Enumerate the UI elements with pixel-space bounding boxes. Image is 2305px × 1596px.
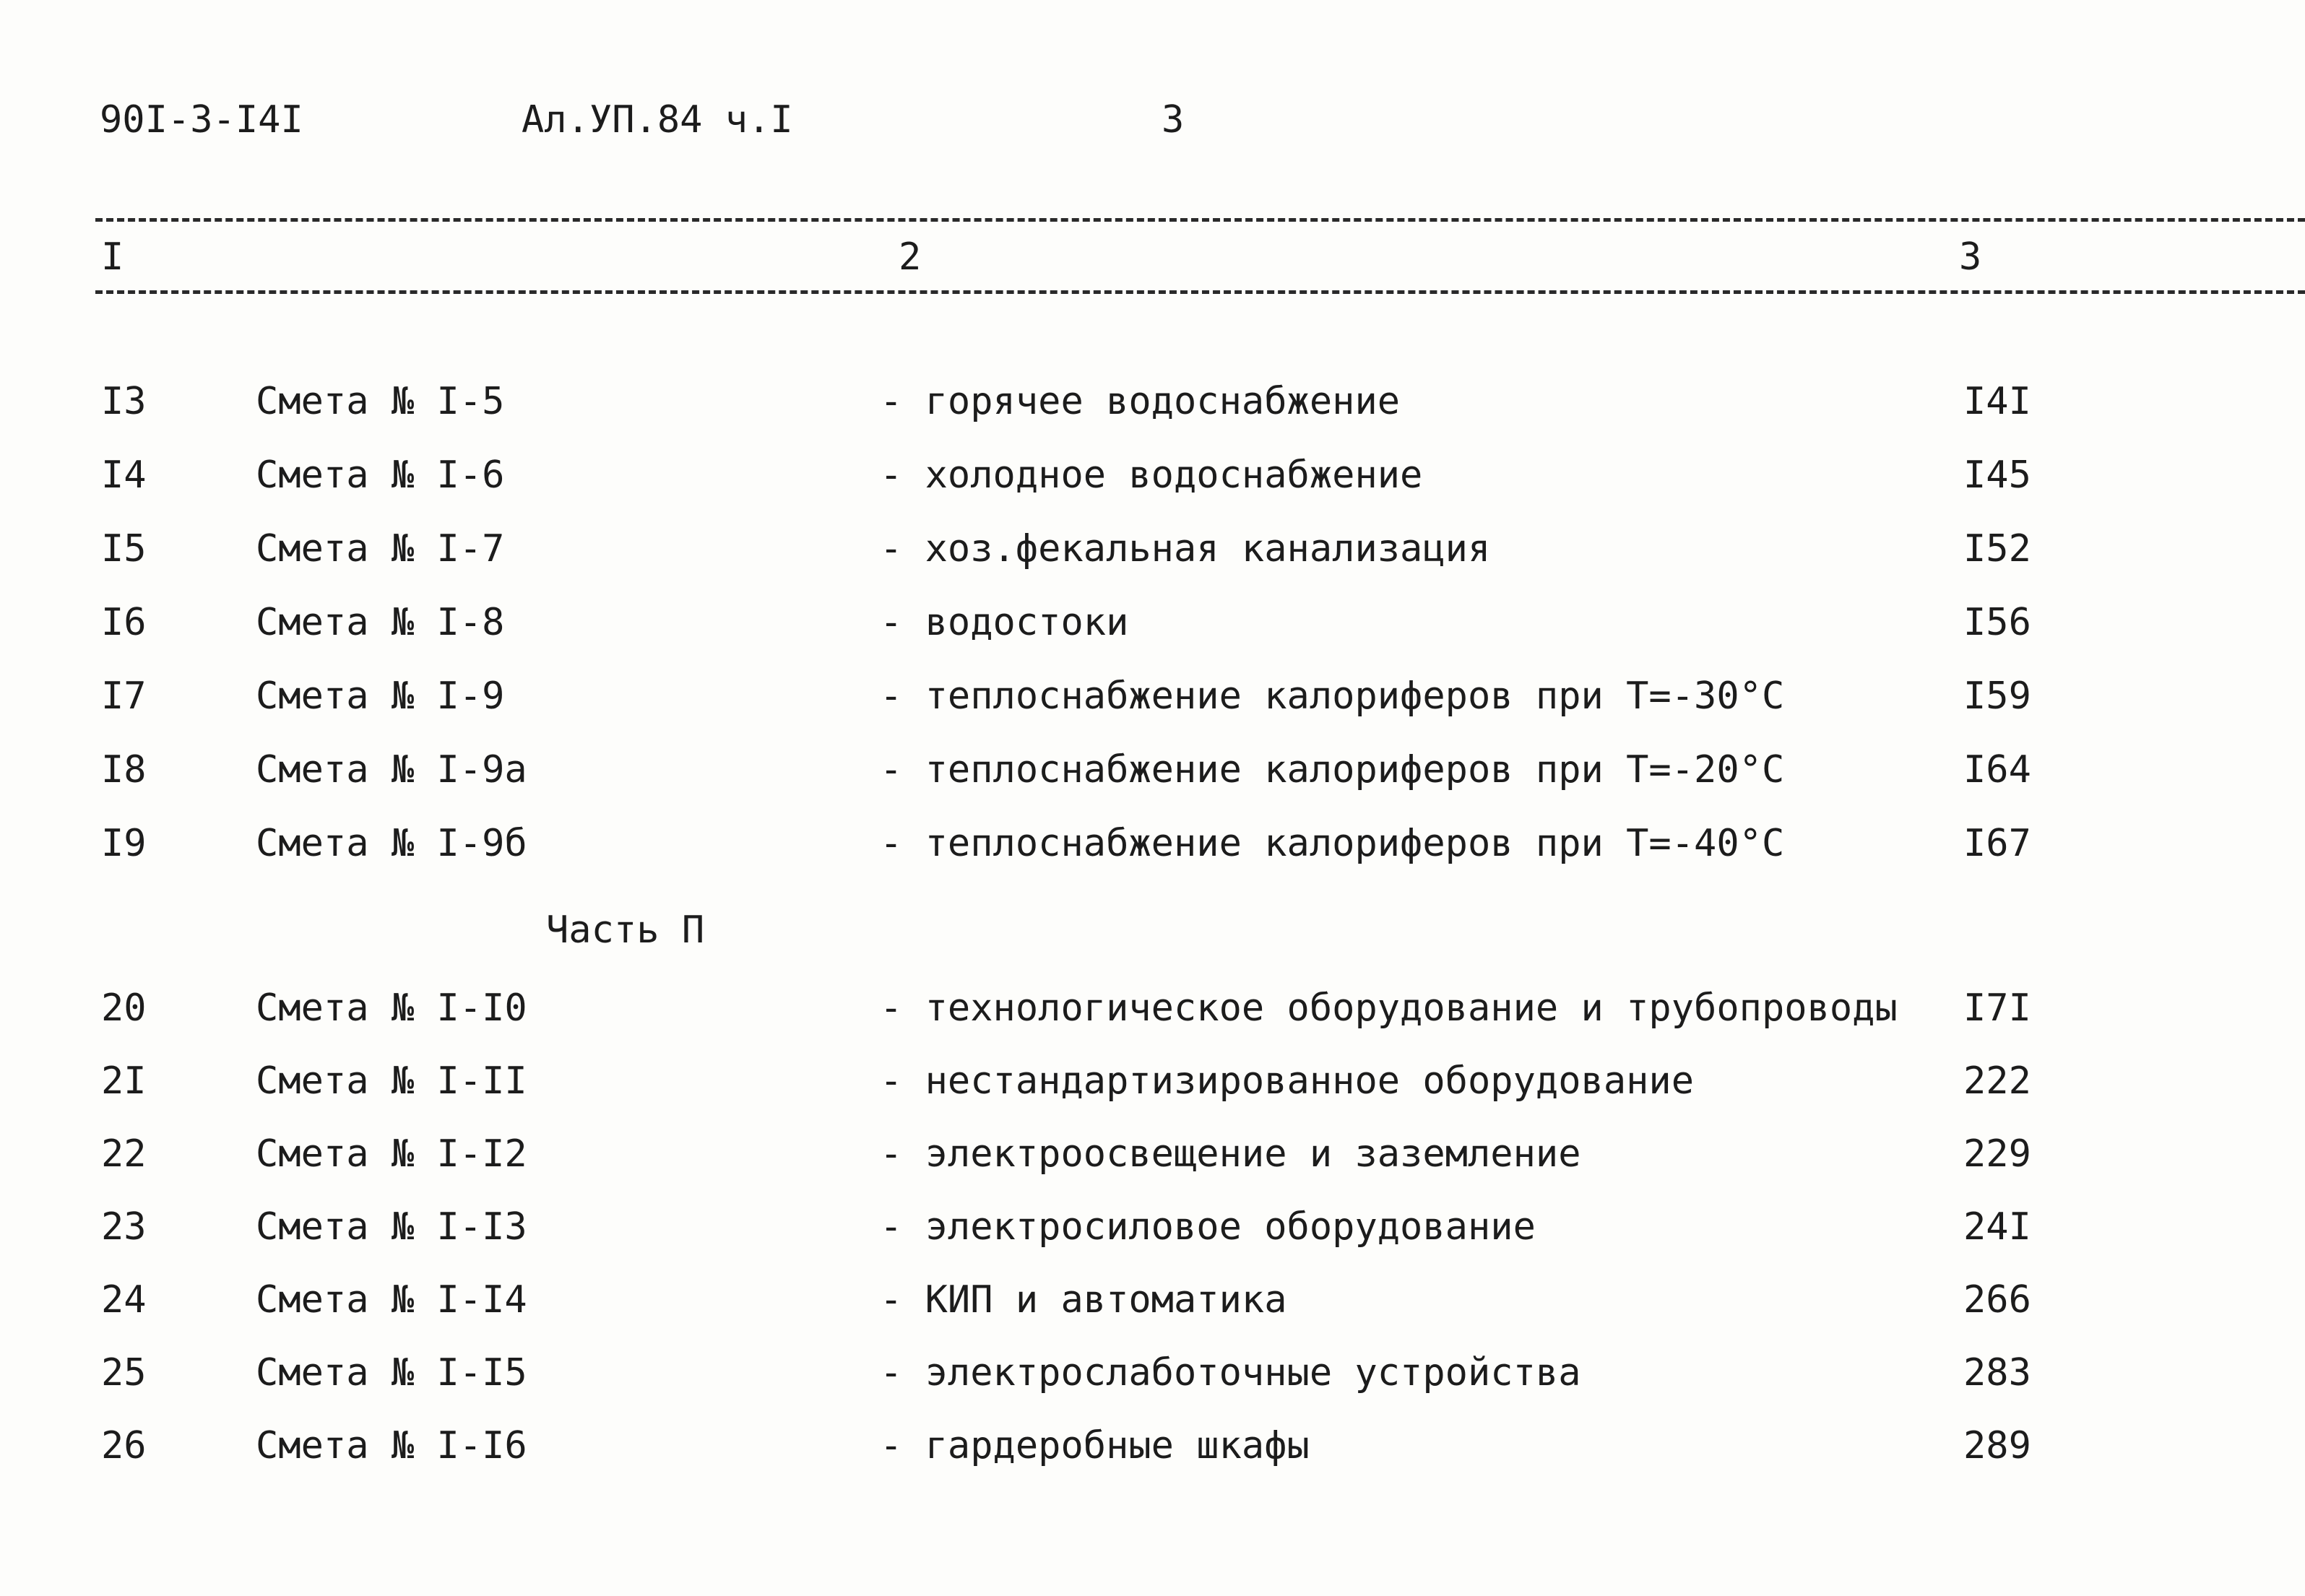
estimate-label: Смета № I-5 [256, 380, 505, 423]
table-row [0, 380, 2305, 433]
table-row [0, 1059, 2305, 1113]
row-page: I64 [1963, 748, 2031, 792]
table-row [0, 677, 2305, 728]
row-number: 24 [101, 1278, 147, 1322]
table-row [0, 748, 2305, 802]
page-number: 3 [1162, 98, 1185, 142]
row-number: 25 [101, 1351, 147, 1395]
column-number-2: 2 [899, 235, 922, 279]
table-row [0, 1278, 2305, 1332]
row-number: 2I [101, 1059, 147, 1103]
estimate-label: Смета № I-I2 [256, 1132, 527, 1176]
table-row [0, 601, 2305, 654]
section-title: Часть П [546, 908, 705, 952]
estimate-label: Смета № I-9б [256, 822, 527, 865]
row-description: - хоз.фекальная канализация [880, 527, 1491, 571]
row-page: I52 [1963, 527, 2031, 571]
row-page: 283 [1963, 1351, 2031, 1395]
estimate-label: Смета № I-I3 [256, 1205, 527, 1249]
table-row [0, 1205, 2305, 1259]
estimate-label: Смета № I-6 [256, 454, 505, 497]
row-number: I9 [101, 822, 147, 865]
row-number: I3 [101, 380, 147, 423]
row-page: 24I [1963, 1205, 2031, 1249]
row-number: I6 [101, 601, 147, 644]
row-description: - нестандартизированное оборудование [880, 1059, 1695, 1103]
estimate-label: Смета № I-9 [256, 675, 505, 718]
table-row [0, 1351, 2305, 1405]
estimate-label: Смета № I-7 [256, 527, 505, 571]
table-row [0, 456, 2305, 507]
column-number-1: I [101, 235, 124, 279]
estimate-label: Смета № I-9а [256, 748, 527, 792]
row-description: - КИП и автоматика [880, 1278, 1287, 1322]
row-number: 23 [101, 1205, 147, 1249]
row-description: - электросиловое оборудование [880, 1205, 1536, 1249]
row-description: - теплоснабжение калориферов при Т=-40°С [880, 822, 1785, 865]
table-row [0, 1132, 2305, 1186]
row-description: - холодное водоснабжение [880, 454, 1423, 497]
table-row [0, 986, 2305, 1040]
table-row [0, 822, 2305, 875]
row-description: - водостоки [880, 601, 1129, 644]
estimate-label: Смета № I-I4 [256, 1278, 527, 1322]
row-description: - технологическое оборудование и трубопроводы [880, 986, 1898, 1030]
row-number: 26 [101, 1424, 147, 1467]
row-page: 289 [1963, 1424, 2031, 1467]
row-page: I4I [1963, 380, 2031, 423]
row-number: I4 [101, 454, 147, 497]
row-page: I59 [1963, 675, 2031, 718]
estimate-label: Смета № I-II [256, 1059, 527, 1103]
row-number: 20 [101, 986, 147, 1030]
row-description: - теплоснабжение калориферов при Т=-20°С [880, 748, 1785, 792]
document-code: 90I-3-I4I [100, 98, 303, 142]
row-description: - гардеробные шкафы [880, 1424, 1310, 1467]
row-description: - горячее водоснабжение [880, 380, 1401, 423]
row-page: I67 [1963, 822, 2031, 865]
row-description: - электрослаботочные устройства [880, 1351, 1581, 1395]
row-page: I45 [1963, 454, 2031, 497]
row-description: - электроосвещение и заземление [880, 1132, 1581, 1176]
column-number-3: 3 [1959, 235, 1982, 279]
table-row [0, 1424, 2305, 1478]
row-page: 229 [1963, 1132, 2031, 1176]
estimate-label: Смета № I-8 [256, 601, 505, 644]
row-page: 222 [1963, 1059, 2031, 1103]
row-number: I8 [101, 748, 147, 792]
row-number: I7 [101, 675, 147, 718]
row-page: I56 [1963, 601, 2031, 644]
row-description: - теплоснабжение калориферов при Т=-30°С [880, 675, 1785, 718]
row-number: I5 [101, 527, 147, 571]
estimate-label: Смета № I-I5 [256, 1351, 527, 1395]
estimate-label: Смета № I-I0 [256, 986, 527, 1030]
row-page: 266 [1963, 1278, 2031, 1322]
table-row [0, 527, 2305, 581]
estimate-label: Смета № I-I6 [256, 1424, 527, 1467]
row-page: I7I [1963, 986, 2031, 1030]
row-number: 22 [101, 1132, 147, 1176]
album-reference: Ал.УП.84 ч.I [522, 98, 793, 142]
